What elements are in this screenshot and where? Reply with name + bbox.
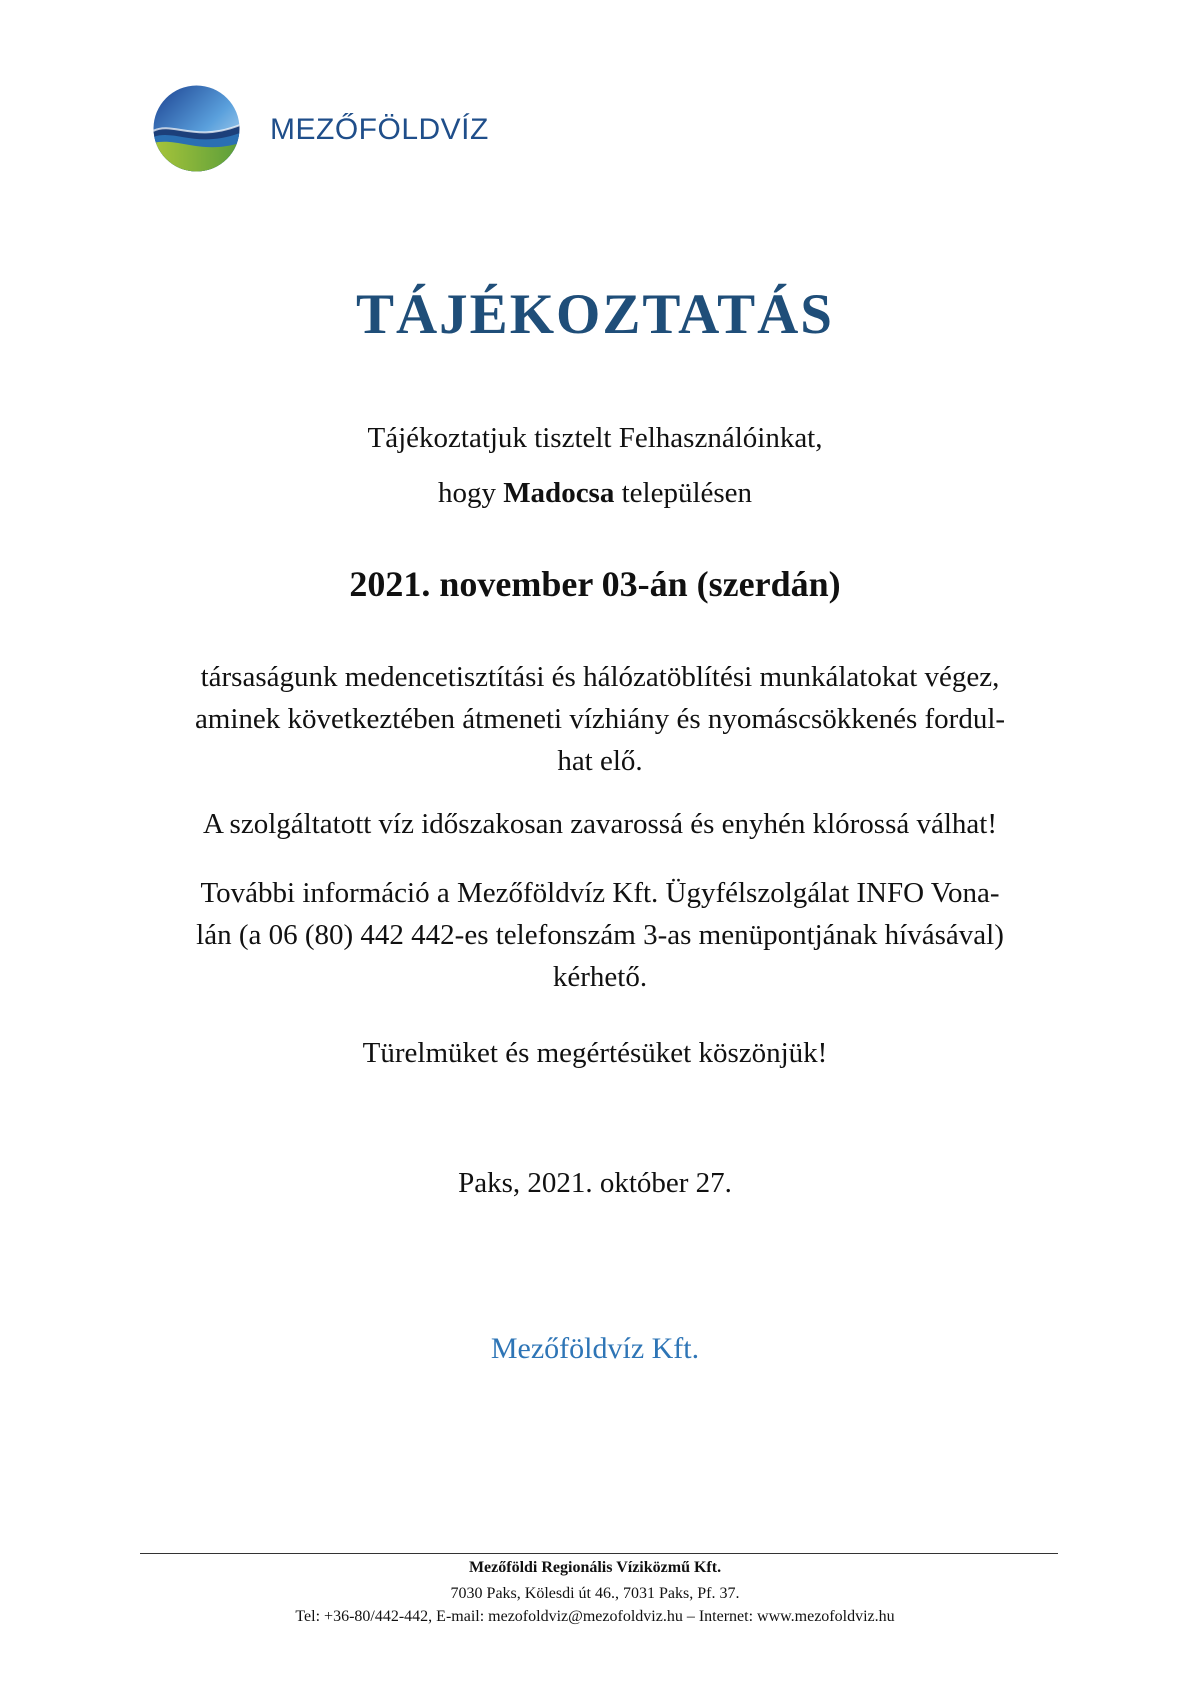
place-date: Paks, 2021. október 27. [458, 1167, 732, 1199]
paragraph-works-line-2: aminek következtében átmeneti vízhiány és nyomáscsökkenés fordul- [194, 703, 1006, 735]
paragraph-info-line-1: További információ a Mezőföldvíz Kft. Ügyfélszolgálat INFO Vona- [200, 877, 1000, 909]
paragraph-works-line-1: társaságunk medencetisztítási és hálózatöblítési munkálatokat végez, [200, 661, 1000, 693]
work-date: 2021. november 03-án (szerdán) [349, 564, 841, 604]
footer-contact: Tel: +36-80/442-442, E-mail: mezofoldviz@mezofoldviz.hu – Internet: www.mezofoldviz.hu [295, 1608, 895, 1625]
paragraph-info-line-3: kérhető. [552, 961, 648, 993]
settlement-name: Madocsa [503, 477, 615, 509]
footer-address: 7030 Paks, Kölesdi út 46., 7031 Paks, Pf. 37. [450, 1585, 740, 1602]
paragraph-water-quality: A szolgáltatott víz időszakosan zavarossá és enyhén klórossá válhat! [202, 808, 998, 840]
page-title: TÁJÉKOZTATÁS [356, 283, 834, 346]
company-logo [153, 85, 489, 172]
paragraph-works-line-3: hat elő. [557, 745, 643, 777]
paragraph-works [140, 656, 1060, 782]
intro-line-2-post: településen [614, 477, 753, 509]
intro-line-2-pre: hogy [437, 477, 504, 509]
paragraph-info-line-2: lán (a 06 (80) 442 442-es telefonszám 3-as menüpontjának hívásával) [196, 919, 1004, 951]
footer-divider [140, 1553, 1058, 1554]
paragraph-info [140, 872, 1060, 998]
logo-text: MEZŐFÖLDVÍZ [270, 112, 489, 146]
footer-company: Mezőföldi Regionális Víziközmű Kft. [468, 1559, 722, 1576]
signature: Mezőföldvíz Kft. [490, 1332, 700, 1365]
thanks-line: Türelmüket és megértésüket köszönjük! [362, 1037, 828, 1069]
intro-line-1: Tájékoztatjuk tisztelt Felhasználóinkat, [367, 422, 823, 454]
intro-line-2 [0, 475, 1190, 511]
logo-globe-icon [153, 85, 240, 172]
